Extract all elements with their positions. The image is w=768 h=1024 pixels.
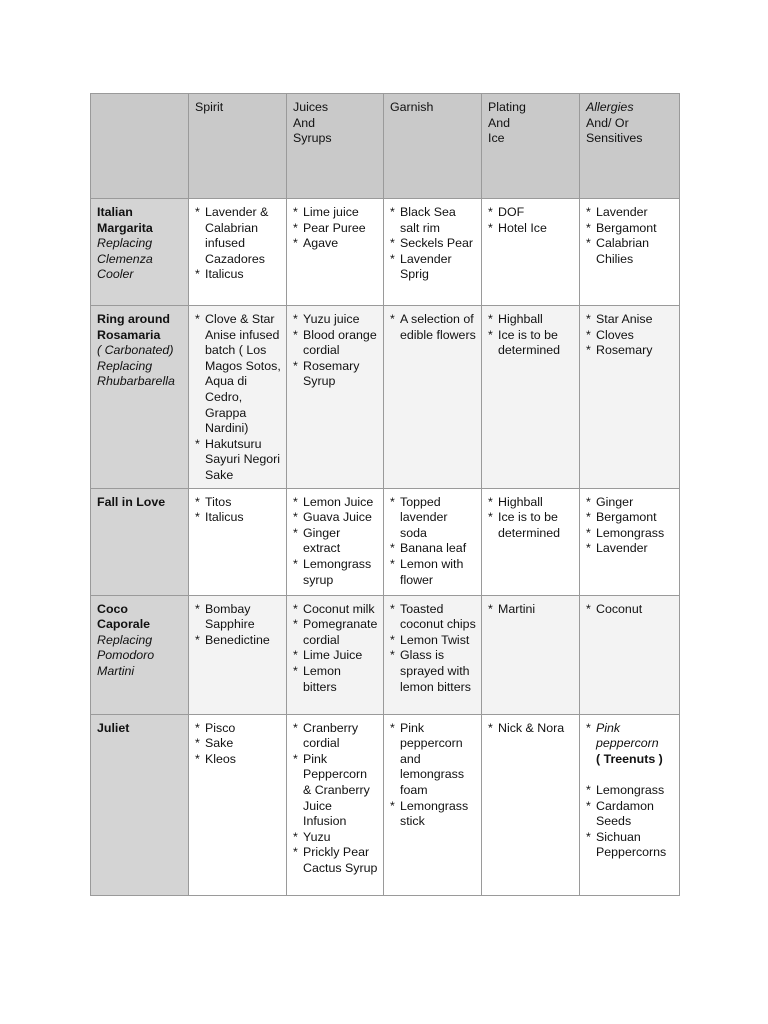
garnish-cell (384, 488, 482, 595)
list-item-text: Lemongrass syrup (303, 556, 372, 587)
list-item: * Lemon with flower (390, 556, 464, 587)
list-item-text: Bergamont (596, 220, 657, 235)
list-item-text: Martini (498, 601, 536, 616)
list-item: * Italicus (195, 510, 244, 525)
list-item-text: Agave (303, 236, 339, 251)
cocktail-name-cell (91, 199, 189, 306)
juices-cell (287, 306, 384, 489)
list-item-text: Prickly Pear Cactus Syrup (303, 845, 378, 875)
list-item: * Guava Juice (293, 510, 372, 525)
cocktail-subtitle: Replacing (97, 358, 153, 373)
list-item: * Calabrian Chilies (586, 236, 650, 266)
list-item-text: Coconut milk (303, 601, 375, 616)
list-item: * Lavender & Calabrian infused Cazadores (195, 205, 269, 266)
header-juices-line: Juices (293, 100, 329, 114)
header-allergies-line: And/ Or (586, 115, 629, 130)
header-allergies (580, 94, 680, 199)
list-item: * Lemon Juice (293, 494, 374, 509)
table-row (91, 199, 680, 306)
list-item-text: Glass is sprayed with lemon bitters (400, 648, 471, 694)
list-item: * Cloves (586, 327, 634, 342)
list-item-text: Rosemary (596, 343, 653, 358)
allergies-cell (580, 306, 680, 489)
list-item: * Star Anise (586, 312, 653, 326)
list-item: * Pink peppercorn and lemongrass foam (390, 720, 465, 797)
list-item: * Ice is to be determined (488, 510, 560, 540)
list-item-text: ( Treenuts ) (596, 751, 663, 766)
cocktail-subtitle: Martini (97, 663, 135, 678)
list-item-text: Guava Juice (303, 510, 372, 525)
list-item-text: Highball (498, 312, 543, 326)
allergies-cell (580, 714, 680, 895)
list-item: * Sichuan Peppercorns (586, 829, 667, 860)
list-item-text: Ginger extract (303, 525, 341, 556)
list-item-text: A selection of edible flowers (400, 312, 476, 342)
list-item-text: Blood orange cordial (303, 327, 377, 358)
list-item-text: Lemon Twist (400, 632, 470, 647)
list-item-text: Benedictine (205, 632, 270, 647)
list-item-text: Bombay Sapphire (205, 601, 255, 632)
cocktail-name-cell (91, 595, 189, 714)
allergies-cell (580, 595, 680, 714)
list-item-text: Banana leaf (400, 541, 467, 556)
list-item: * Prickly Pear Cactus Syrup (293, 845, 378, 875)
list-item-text: Titos (205, 494, 232, 509)
list-item-text: Italicus (205, 267, 244, 282)
list-item: * Bergamont (586, 220, 657, 235)
list-item: * Nick & Nora (488, 720, 565, 735)
list-item: * Black Sea salt rim (390, 205, 456, 235)
list-item-text: Pear Puree (303, 220, 366, 235)
table-row (91, 595, 680, 714)
juices-cell (287, 714, 384, 895)
list-item-text: Lemon Juice (303, 494, 374, 509)
list-item-text: Cardamon Seeds (596, 798, 654, 829)
list-item-text: Nick & Nora (498, 720, 565, 735)
cocktail-subtitle: Replacing (97, 236, 153, 251)
list-item: * Pink Peppercorn & Cranberry Juice Infusion (293, 751, 370, 829)
garnish-cell (384, 306, 482, 489)
list-item-text: Bergamont (596, 510, 657, 525)
cocktail-name: Rosamaria (97, 327, 161, 342)
list-item: * Pomegranate cordial (293, 617, 378, 647)
list-item: * Lemongrass syrup (293, 556, 372, 587)
allergies-cell (580, 488, 680, 595)
cocktail-subtitle: Cooler (97, 267, 134, 282)
list-item: * Glass is sprayed with lemon bitters (390, 648, 471, 694)
list-item: * Hakutsuru Sayuri Negori Sake (195, 436, 281, 482)
list-item-text: Pink peppercorn (596, 720, 659, 751)
list-item: * Pisco (195, 720, 236, 735)
cocktail-name-cell (91, 306, 189, 489)
list-item: * Bombay Sapphire (195, 601, 255, 632)
cocktail-menu-table (90, 93, 680, 896)
spirit-cell (189, 595, 287, 714)
plating-cell (482, 306, 580, 489)
header-plating (482, 94, 580, 199)
cocktail-subtitle: Replacing (97, 632, 153, 647)
list-item-text: Black Sea salt rim (400, 205, 456, 235)
list-item: * DOF (488, 205, 525, 219)
list-item: * Lemongrass (586, 525, 665, 540)
list-item: * Ice is to be determined (488, 327, 560, 358)
list-item-text: Hotel Ice (498, 220, 547, 235)
list-item-text: Italicus (205, 510, 244, 525)
list-item: * Benedictine (195, 632, 270, 647)
header-row (91, 94, 680, 199)
list-item-text: Lavender Sprig (400, 251, 452, 282)
header-plating-line: And (488, 115, 511, 130)
cocktail-name: Margarita (97, 220, 153, 235)
list-item-text: Pink peppercorn and lemongrass foam (400, 720, 465, 797)
list-item: * Coconut milk (293, 601, 375, 616)
list-item: * Blood orange cordial (293, 327, 377, 358)
list-item: * Hotel Ice (488, 220, 547, 235)
header-juices-line: And (293, 115, 316, 130)
list-item-text: Ice is to be determined (498, 327, 560, 358)
allergies-cell (580, 199, 680, 306)
plating-cell (482, 488, 580, 595)
list-item: * Rosemary Syrup (293, 358, 360, 389)
list-item-text: Ginger (596, 494, 634, 509)
juices-cell (287, 199, 384, 306)
list-item: * Yuzu (293, 829, 331, 844)
cocktail-name: Caporale (97, 617, 151, 632)
list-item: * Coconut (586, 601, 643, 616)
list-item-text: Lavender & Calabrian infused Cazadores (205, 205, 269, 266)
list-item: * Highball (488, 312, 543, 326)
garnish-cell (384, 714, 482, 895)
list-item: * Ginger extract (293, 525, 341, 556)
list-item: * Seckels Pear (390, 236, 474, 251)
list-item-text: Toasted coconut chips (400, 601, 476, 632)
list-item-text: Rosemary Syrup (303, 358, 360, 389)
cocktail-name: Coco (97, 601, 128, 616)
list-item-text: Highball (498, 494, 543, 509)
list-item-text: DOF (498, 205, 525, 219)
list-item: * Agave (293, 236, 339, 251)
list-item: * Titos (195, 494, 232, 509)
cocktail-subtitle: ( Carbonated) (97, 343, 174, 358)
header-corner-cell (91, 94, 189, 199)
spirit-cell (189, 714, 287, 895)
list-item-text: Coconut (596, 601, 643, 616)
cocktail-subtitle: Pomodoro (97, 648, 155, 663)
table-row (91, 488, 680, 595)
garnish-cell (384, 595, 482, 714)
spirit-cell (189, 306, 287, 489)
juices-cell (287, 488, 384, 595)
list-item: * Lavender (586, 541, 648, 556)
list-item: * Lemon bitters (293, 663, 341, 694)
list-item-text: Lemongrass stick (400, 798, 469, 829)
list-item: * Martini (488, 601, 536, 616)
list-item: * Clove & Star Anise infused batch ( Los Magos Sotos, Aqua di Cedro, Grappa Nardini) (195, 312, 281, 436)
list-item-text: Star Anise (596, 312, 653, 326)
list-item: * Ginger (586, 494, 634, 509)
list-item-text: Clove & Star Anise infused batch ( Los Magos Sotos, Aqua di Cedro, Grappa Nardini) (205, 312, 281, 436)
list-item: * Lavender Sprig (390, 251, 452, 282)
list-item: * Topped lavender soda (390, 494, 448, 540)
list-item: * Bergamont (586, 510, 657, 525)
plating-cell (482, 199, 580, 306)
list-item: * Toasted coconut chips (390, 601, 476, 632)
list-item: * Lime juice (293, 205, 359, 219)
list-item: * Lavender (586, 205, 648, 219)
header-garnish (384, 94, 482, 199)
cocktail-name: Italian (97, 205, 133, 219)
header-spirit-text: Spirit (195, 100, 224, 114)
cocktail-name: Fall in Love (97, 494, 166, 509)
list-item: * Lemongrass (586, 782, 665, 797)
list-item: * Cranberry cordial (293, 720, 359, 751)
header-juices (287, 94, 384, 199)
plating-cell (482, 595, 580, 714)
spirit-cell (189, 199, 287, 306)
plating-cell (482, 714, 580, 895)
list-item-text: Pisco (205, 720, 236, 735)
list-item-text: Kleos (205, 751, 236, 766)
list-item: * Pink peppercorn (586, 720, 659, 751)
cocktail-name: Juliet (97, 720, 130, 735)
header-spirit (189, 94, 287, 199)
list-item: * Banana leaf (390, 541, 467, 556)
list-item-text: Ice is to be determined (498, 510, 560, 540)
table-row (91, 714, 680, 895)
cocktail-name-cell (91, 714, 189, 895)
list-item-text: Cranberry cordial (303, 720, 359, 751)
list-item-text: Sake (205, 736, 234, 751)
cocktail-name-cell (91, 488, 189, 595)
list-item-text: Seckels Pear (400, 236, 474, 251)
list-item-text: Lavender (596, 541, 648, 556)
list-item-text: Hakutsuru Sayuri Negori Sake (205, 436, 281, 482)
list-item: * Yuzu juice (293, 312, 360, 326)
list-item: * Highball (488, 494, 543, 509)
header-allergies-line: Sensitives (586, 131, 643, 146)
list-item (586, 752, 674, 768)
list-item-text: Yuzu juice (303, 312, 360, 326)
juices-cell (287, 595, 384, 714)
header-juices-line: Syrups (293, 131, 332, 146)
list-item: * A selection of edible flowers (390, 312, 476, 342)
list-item: * Cardamon Seeds (586, 798, 654, 829)
list-item-text: Pink Peppercorn & Cranberry Juice Infusion (303, 751, 370, 829)
list-item-text: Lime Juice (303, 648, 363, 663)
list-item-text: Cloves (596, 327, 634, 342)
list-item: * Pear Puree (293, 220, 366, 235)
list-item-text: Lemongrass (596, 525, 665, 540)
list-item: * Sake (195, 736, 234, 751)
list-item-text: Lime juice (303, 205, 359, 219)
header-allergies-line: Allergies (586, 100, 634, 114)
header-plating-line: Ice (488, 131, 505, 146)
list-item: * Lemongrass stick (390, 798, 469, 829)
list-item-text: Lemon with flower (400, 556, 464, 587)
spirit-cell (189, 488, 287, 595)
cocktail-subtitle: Clemenza (97, 251, 153, 266)
header-plating-line: Plating (488, 100, 526, 114)
list-item-text: Calabrian Chilies (596, 236, 650, 266)
list-item: * Kleos (195, 751, 236, 766)
list-item-text: Topped lavender soda (400, 494, 448, 540)
list-item-text: Sichuan Peppercorns (596, 829, 667, 860)
table-row (91, 306, 680, 489)
garnish-cell (384, 199, 482, 306)
header-garnish-text: Garnish (390, 100, 434, 114)
list-item-text: Lavender (596, 205, 648, 219)
cocktail-name: Ring around (97, 312, 170, 326)
list-item: * Rosemary (586, 343, 653, 358)
cocktail-subtitle: Rhubarbarella (97, 374, 175, 389)
list-item: * Italicus (195, 267, 244, 282)
list-item-text: Yuzu (303, 829, 331, 844)
spacer (586, 767, 674, 783)
list-item: * Lemon Twist (390, 632, 470, 647)
list-item-text: Pomegranate cordial (303, 617, 378, 647)
list-item-text: Lemongrass (596, 782, 665, 797)
list-item: * Lime Juice (293, 648, 363, 663)
list-item-text: Lemon bitters (303, 663, 341, 694)
